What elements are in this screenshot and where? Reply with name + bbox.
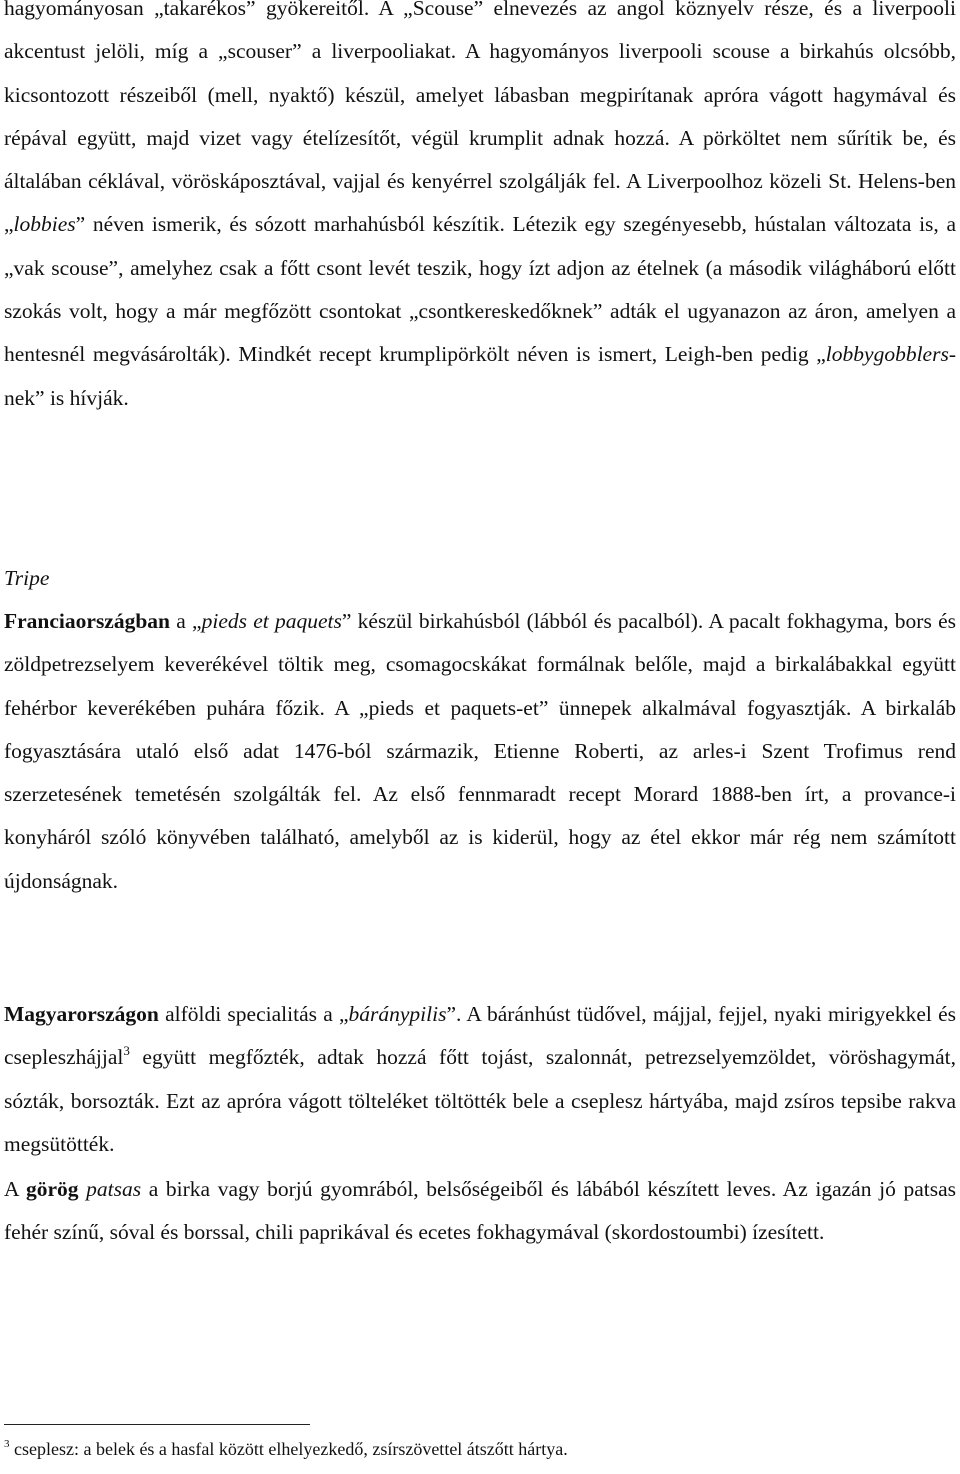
footnote-number: 3 [4,1438,10,1450]
paragraph-hungary [4,993,956,1166]
footnote-reference[interactable]: 3 [123,1043,130,1059]
text-run: a birka vagy borjú gyomrából, belsőségeiből és lábából készített leves. Az igazán jó patsas fehér színű, sóval és borssal, chili paprikával és ecetes fokhagymával (skordostoumbi) ízesített. [4,1177,956,1245]
italic-term-baranypilis: báránypilis [348,1002,447,1026]
text-run: hagyományosan „takarékos” gyökereitől. A „Scouse” elnevezés az angol köznyelv része, és a liverpooli akcentust jelöli, míg a „scouser” a liverpooliakat. A hagyományos liverpooli scouse a birkahús olcsóbb, kicsontozott részeiből (mell, nyaktő) készül, amelyet lábasban megpirítanak apróra vágott hagymával és répával együtt, majd vizet vagy ételízesítőt, végül krumplit adnak hozzá. A pörköltet nem sűrítik be, és általában céklával, vöröskáposztával, vajjal és kenyérrel szolgálják fel. A Liverpoolhoz közeli St. Helens-ben „ [4,0,956,237]
bold-term-hungary: Magyarországon [4,1002,159,1026]
text-run: a „ [170,609,202,633]
section-heading-tripe: Tripe [4,566,50,590]
text-run: -nek” is hívják. [4,342,956,410]
text-run: alföldi specialitás a „ [158,1002,349,1026]
footnote [4,1437,568,1461]
paragraph-france [4,600,956,903]
text-run: ” néven ismerik, és sózott marhahúsból készítik. Létezik egy szegényesebb, hústalan változata is, a „vak scouse”, amelyhez csak a főtt csont levét teszik, hogy ízt adjon az ételnek (a második világháború előtt szokás volt, hogy a már megfőzött csontokat „csontkereskedőknek” adták el ugyanazon az áron, amelyen a hentesnél megvásárolták). Mindkét recept krumplipörkölt néven is ismert, Leigh-ben pedig „ [4,212,956,367]
text-run: együtt megfőzték, adtak hozzá főtt tojást, szalonnát, petrezselyemzöldet, vöröshagymát, sózták, borsozták. Ezt az apróra vágott tölteléket töltötték bele a cseplesz hártyába, majd zsíros tepsibe rakva megsütötték. [4,1045,956,1156]
paragraph-scouse [4,0,956,420]
bold-term-greece: görög [25,1177,79,1201]
footnote-text: cseplesz: a belek és a hasfal között elhelyezkedő, zsírszövettel átszőtt hártya. [9,1439,568,1459]
italic-term-lobbies: lobbies [13,212,76,237]
text-run: ”. A báránhúst tüdővel, májjal, fejjel, nyaki mirigyekkel és csepleszhájjal [4,1002,956,1070]
italic-term-pieds: pieds et paquets [201,609,342,633]
bold-term-france: Franciaországban [4,609,171,633]
footnote-divider [4,1424,310,1425]
text-run [79,1177,87,1201]
italic-term-patsas: patsas [86,1177,142,1201]
text-run: ” készül birkahúsból (lábból és pacalból). A pacalt fokhagyma, bors és zöldpetrezselyem keverékével töltik meg, csomagocskákat formálnak belőle, majd a birkalábakkal együtt fehérbor keverékében puhára főzik. A „pieds et paquets-et” ünnepek alkalmával fogyasztják. A birkaláb fogyasztására utaló első adat 1476-ból származik, Etienne Roberti, az arles-i Szent Trofimus rend szerzetesének temetésén szolgálták fel. Az első fennmaradt recept Morard 1888-ben írt, a provance-i konyháról szóló könyvében található, amelyből az is kiderül, hogy az étel ekkor már rég nem számított újdonságnak. [4,609,956,893]
text-run: A [4,1177,26,1201]
paragraph-greece [4,1168,956,1255]
italic-term-lobbygobblers: lobbygobblers [825,342,949,367]
